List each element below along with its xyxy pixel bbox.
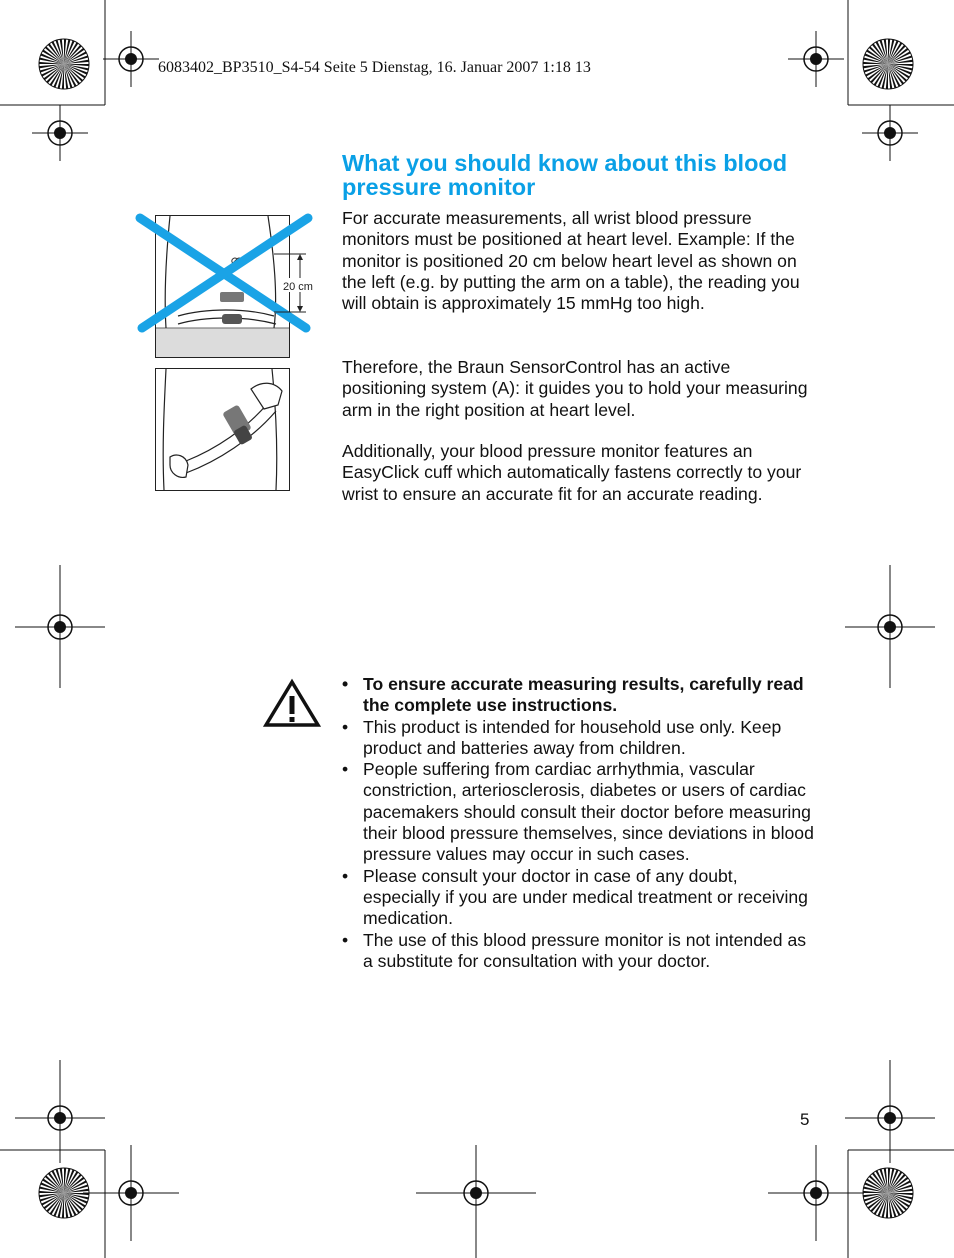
page-number: 5 xyxy=(800,1110,810,1129)
registration-mark xyxy=(103,31,159,87)
intro-paragraph: For accurate measurements, all wrist blood pressure monitors must be positioned at heart level. Example: If the monitor is positioned 20 cm below heart level as shown on the left (e.g. by putting the arm on a table), the reading you will obtain is approximately 15 mmHg too high. xyxy=(342,208,800,314)
star-target xyxy=(39,1168,89,1218)
star-target xyxy=(39,39,89,89)
distance-indicator xyxy=(270,250,322,320)
star-target xyxy=(863,39,913,89)
positioning-paragraph: Therefore, the Braun SensorControl has an active positioning system (A): it guides you to hold your measuring arm in the right position at heart level. xyxy=(342,357,808,420)
list-item: • The use of this blood pressure monitor is not intended as a substitute for consultation with your doctor. xyxy=(342,930,817,973)
list-item: • This product is intended for household use only. Keep product and batteries away from children. xyxy=(342,717,817,760)
registration-mark xyxy=(83,1145,179,1241)
registration-mark xyxy=(862,105,918,161)
registration-mark xyxy=(788,31,844,87)
section-title: What you should know about this blood pressure monitor xyxy=(342,150,788,200)
warning-list xyxy=(342,674,817,972)
warning-icon xyxy=(263,678,321,728)
list-item: • To ensure accurate measuring results, carefully read the complete use instructions. xyxy=(342,674,817,717)
cuff-paragraph: Additionally, your blood pressure monitor features an EasyClick cuff which automatically fastens correctly to your wrist to ensure an accurate fit for an accurate reading. xyxy=(342,441,802,504)
registration-mark xyxy=(32,105,88,161)
star-target xyxy=(863,1168,913,1218)
list-item: • People suffering from cardiac arrhythmia, vascular constriction, arteriosclerosis, diabetes or users of cardiac pacemakers should consult their doctor before measuring their blood pressure themselves, since deviations in blood pressure values may occur in such cases. xyxy=(342,759,817,865)
correct-position-figure xyxy=(155,368,290,491)
distance-label: 20 cm xyxy=(283,281,313,293)
registration-mark xyxy=(768,1145,864,1241)
print-slug: 6083402_BP3510_S4-54 Seite 5 Dienstag, 16. Januar 2007 1:18 13 xyxy=(158,59,591,76)
list-item: • Please consult your doctor in case of any doubt, especially if you are under medical treatment or receiving medication. xyxy=(342,866,817,930)
